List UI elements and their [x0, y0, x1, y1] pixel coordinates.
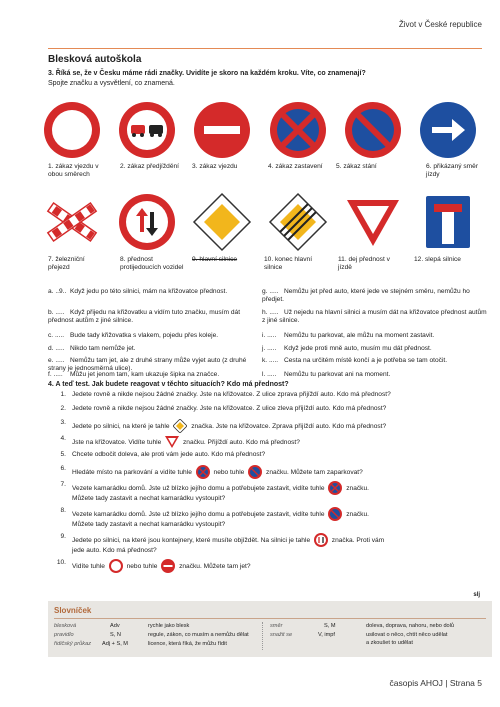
sign-label-8: 8. přednost protijedoucích vozidel — [120, 256, 184, 271]
no-parking-sign-icon — [341, 98, 405, 162]
vocab-left-2: řidičský průkaz — [54, 641, 91, 647]
no-parking-mini-icon — [328, 507, 342, 521]
sign-label-6: 6. přikázaný směr jízdy — [426, 163, 479, 178]
vocab-left-1-def: regule, zákon, co musím a nemůžu dělat — [148, 632, 249, 638]
match-h: h. ..... Už nejedu na hlavní silnici a musím dát na křižovatce přednost autům z jiné silnice. — [262, 309, 487, 325]
footer: časopis AHOJ | Strana 5 — [389, 678, 482, 688]
no-entry-both-ways-sign-icon — [40, 98, 104, 162]
sign-label-1: 1. zákaz vjezdu v obou směrech — [48, 163, 99, 178]
match-k: k. ..... Cesta na určitém místě končí a je potřeba se tam otočit. — [262, 357, 448, 364]
vocab-right-1-def: usilovat o něco, chtít něco udělat — [366, 632, 448, 638]
end-of-main-road-sign-icon — [266, 190, 330, 254]
match-g: g. ..... Nemůžu jet před auto, které jede ve stejném směru, nemůžu ho předjet. — [262, 288, 470, 304]
vocab-right-1-pos: V, impf — [318, 632, 335, 638]
section-title: Blesková autoškola — [48, 54, 142, 65]
no-stopping-mini-icon — [328, 481, 342, 495]
priority-oncoming-mini-icon — [314, 533, 328, 547]
vocab-right-0-def: doleva, doprava, nahoru, nebo dolů — [366, 623, 455, 629]
signs-row-1 — [40, 98, 480, 162]
top-rule — [48, 48, 482, 49]
vocab-left-0-def: rychle jako blesk — [148, 623, 190, 629]
vocab-left-0-pos: Adv — [110, 623, 120, 629]
task3-subtitle: Spojte značku a vysvětlení, co znamená. — [48, 80, 175, 87]
no-stopping-mini-icon — [196, 465, 210, 479]
mandatory-direction-sign-icon — [416, 98, 480, 162]
main-road-sign-icon — [190, 190, 254, 254]
match-a: a. ..9.. Když jedu po této silnici, mám na křižovatce přednost. — [48, 288, 228, 295]
vocab-right-1: snažit se — [270, 632, 293, 638]
signs-row-2 — [40, 190, 480, 254]
sign-label-5: 5. zákaz stání — [336, 163, 377, 170]
vocabulary-rule — [54, 618, 486, 619]
sign-label-7: 7. železniční přejezd — [48, 256, 85, 271]
vocabulary-box — [48, 601, 492, 657]
main-road-mini-icon — [173, 419, 187, 433]
match-c: c. ..... Bude tady křižovatka s vlakem, pojedu přes koleje. — [48, 332, 219, 339]
vocab-left-2-pos: Adj + S, M — [102, 641, 128, 647]
dead-end-sign-icon — [416, 190, 480, 254]
no-entry-sign-icon — [190, 98, 254, 162]
no-entry-both-ways-mini-icon — [109, 559, 123, 573]
task4-title: 4. A teď test. Jak budete reagovat v těchto situacích? Kdo má přednost? — [48, 381, 289, 388]
vocab-right-0-pos: S, M — [324, 623, 336, 629]
no-overtaking-sign-icon — [115, 98, 179, 162]
match-f: f. ..... Můžu jet jenom tam, kam ukazuje šipka na značce. — [48, 371, 220, 378]
vocab-right-1-def-cont: a zkoušet to udělat — [366, 640, 413, 646]
page: Život v České republice Blesková autoškola 3. Říká se, že v Česku máme rádi značky. Uvidíte je skoro na každém kroku. Víte, co znamenají? Spojte značku a vysvětlení, co znamená. 1. zákaz vjezdu v obou směrech 2. zákaz předjíždění 3. zákaz vjezdu 4. zákaz zastavení 5. zákaz stání 6. přikázaný směr jízdy 7. železniční přejezd 8. přednost protijedoucích vozidel 9. hlavní silnice 10. konec hlavní silnice 11. dej přednost v jízdě 12. slepá silnice a. ..9.. Když jedu po této silnici, mám na křižovatce přednost. b. ..... Když přijedu na křižovatku a vidím tuto značku, musím dát přednost autům z jiné silnice. c. ..... Bude tady křižovatka s vlakem, pojedu přes koleje. d. ..... Nikdo tam nemůže jet. e. ..... Nemůžu tam jet, ale z druhé strany může vyjet auto (z druhé strany je jednosměrná ulice). f. ..... Můžu jet jenom tam, kam ukazuje šipka na značce. g. ..... Nemůžu jet před auto, které jede ve stejném směru, nemůžu ho předjet. h. ..... Už nejedu na hlavní silnici a musím dát na křižovatce přednost autům z jiné silnice. i. ..... Nemůžu tu parkovat, ale můžu na moment zastavit. j. ..... Když jede proti mně auto, musím mu dát přednost. k. ..... Cesta na určitém místě končí a je potřeba se tam otočit. l. ..... Nemůžu tu parkovat ani na moment. 4. A teď test. Jak budete reagovat v těchto situacích? Kdo má přednost? 1. Jedete rovně a nikde nejsou žádné značky. Jste na křižovatce. Z ulice zprava přijíždí auto. Kdo má přednost? 2. Jedete rovně a nikde nejsou žádné značky. Jste na křižovatce. Z ulice zleva přijíždí auto. Kdo má přednost? 3. Jedete po silnici, na které je tahle značka. Jste na křižovatce. Zprava přijíždí auto. Kdo má přednost? 4. Jste na křižovatce. Vidíte tuhle značku. Přijíždí auto. Kdo má přednost? 5. Chcete odbočit doleva, ale proti vám jede auto. Kdo má přednost? 6. Hledáte místo na parkování a vidíte tuhle nebo tuhle značku. Můžete tam zaparkovat? 7. Vezete kamarádku domů. Jste už blízko jejího domu a potřebujete zastavit, vidíte tuhle značku. Můžete tady zastavit a nechat kamarádku vystoupit? 8. Vezete kamarádku domů. Jste už blízko jejího domu a potřebujete zastavit, vidíte tuhle značku. Můžete tady zastavit a nechat kamarádku vystoupit? 9. Jedete po silnici, na které jsou kontejnery, které musíte objíždět. Na silnici je tahle značka. Proti vám jede auto. Kdo má přednost? 10. Vidíte tuhle nebo tuhle značku. Můžete tam jet? slj Slovníček blesková Adv rychle jako blesk pravidlo S, N regule, zákon, co musím a nemůžu dělat řidičský průkaz Adj + S, M licence, která říká, že můžu řídit směr S, M doleva, doprava, nahoru, nebo dolů snažit se V, impf usilovat o něco, chtít něco udělat a zkoušet to udělat časopis AHOJ | Strana 5 — [0, 0, 500, 707]
vocab-left-1-pos: S, N — [110, 632, 121, 638]
match-d: d. ..... Nikdo tam nemůže jet. — [48, 345, 136, 352]
vocabulary-title: Slovníček — [54, 606, 92, 615]
vocab-left-2-def: licence, která říká, že můžu řídit — [148, 641, 227, 647]
railway-crossing-sign-icon — [40, 190, 104, 254]
no-entry-mini-icon — [161, 559, 175, 573]
match-l: l. ..... Nemůžu tu parkovat ani na moment. — [262, 371, 391, 378]
sign-label-9: 9. hlavní silnice — [192, 256, 238, 263]
vocab-divider — [262, 622, 263, 650]
sign-label-12: 12. slepá silnice — [414, 256, 461, 263]
sign-label-11: 11. dej přednost v jízdě — [338, 256, 390, 271]
no-stopping-sign-icon — [266, 98, 330, 162]
match-e: e. ..... Nemůžu tam jet, ale z druhé strany může vyjet auto (z druhé strany je jednosměrná ulice). — [48, 357, 247, 373]
give-way-sign-icon — [341, 190, 405, 254]
sign-label-10: 10. konec hlavní silnice — [264, 256, 313, 271]
running-head: Život v České republice — [398, 20, 482, 29]
no-parking-mini-icon — [248, 465, 262, 479]
sign-label-2: 2. zákaz předjíždění — [120, 163, 180, 170]
slj-mark: slj — [473, 592, 480, 598]
match-i: i. ..... Nemůžu tu parkovat, ale můžu na moment zastavit. — [262, 332, 435, 339]
vocab-right-0: směr — [270, 623, 283, 629]
match-b: b. ..... Když přijedu na křižovatku a vidím tuto značku, musím dát přednost autům z jiné silnice. — [48, 309, 241, 325]
vocab-left-1: pravidlo — [54, 632, 74, 638]
vocab-left-0: blesková — [54, 623, 77, 629]
priority-oncoming-sign-icon — [115, 190, 179, 254]
sign-label-4: 4. zákaz zastavení — [268, 163, 323, 170]
sign-label-3: 3. zákaz vjezdu — [192, 163, 238, 170]
match-j: j. ..... Když jede proti mně auto, musím mu dát přednost. — [262, 345, 432, 352]
give-way-mini-icon — [165, 435, 179, 449]
task3-title: 3. Říká se, že v Česku máme rádi značky. Uvidíte je skoro na každém kroku. Víte, co znamenají? — [48, 70, 366, 77]
